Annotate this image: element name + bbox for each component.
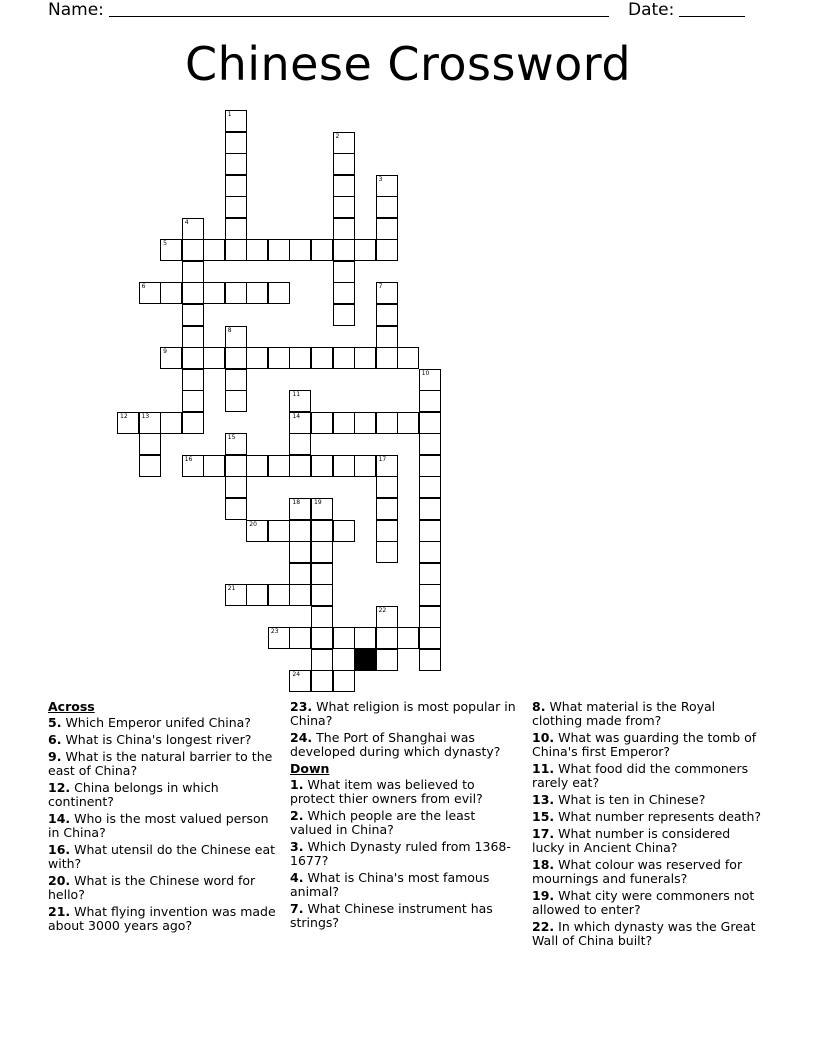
grid-cell[interactable] — [268, 347, 290, 369]
grid-cell[interactable] — [160, 239, 182, 261]
grid-cell[interactable] — [354, 347, 376, 369]
clue-number: 10 — [421, 369, 430, 377]
grid-cell[interactable] — [311, 563, 333, 585]
clue-down-7: 7. What Chinese instrument has strings? — [290, 901, 493, 930]
clue-number: 24 — [292, 671, 301, 679]
clue-down-10: 10. What was guarding the tomb of China's first Emperor? — [532, 730, 757, 759]
grid-cell[interactable] — [225, 390, 247, 412]
grid-cell[interactable] — [246, 239, 268, 261]
grid-cell[interactable] — [376, 498, 398, 520]
grid-cell[interactable] — [225, 476, 247, 498]
grid-cell[interactable] — [376, 412, 398, 434]
clue-number: 14 — [292, 412, 301, 420]
grid-cell[interactable] — [376, 476, 398, 498]
grid-cell[interactable] — [333, 132, 355, 154]
grid-cell[interactable] — [289, 541, 311, 563]
grid-cell[interactable] — [376, 282, 398, 304]
grid-cell[interactable] — [376, 218, 398, 240]
grid-cell[interactable] — [311, 541, 333, 563]
clue-down-15: 15. What number represents death? — [532, 809, 762, 824]
grid-cell[interactable] — [333, 670, 355, 692]
grid-cell[interactable] — [354, 455, 376, 477]
grid-cell[interactable] — [289, 433, 311, 455]
grid-cell[interactable] — [225, 132, 247, 154]
grid-cell[interactable] — [117, 412, 139, 434]
clue-down-11: 11. What food did the commoners rarely eat? — [532, 761, 749, 790]
clue-down-8: 8. What material is the Royal clothing made from? — [532, 699, 716, 728]
grid-cell[interactable] — [311, 412, 333, 434]
grid-cell[interactable] — [419, 455, 441, 477]
clue-down-4: 4. What is China's most famous animal? — [290, 870, 490, 899]
grid-cell[interactable] — [182, 261, 204, 283]
grid-cell[interactable] — [376, 541, 398, 563]
clue-number: 15 — [227, 434, 236, 442]
clue-across-21: 21. What flying invention was made about 3000 years ago? — [48, 904, 276, 933]
clue-down-3: 3. Which Dynasty ruled from 1368-1677? — [290, 839, 511, 868]
clue-down-13: 13. What is ten in Chinese? — [532, 792, 706, 807]
grid-cell[interactable] — [376, 455, 398, 477]
clue-number: 17 — [378, 455, 387, 463]
clue-down-18: 18. What colour was reserved for mournings and funerals? — [532, 857, 743, 886]
clues-column-3 — [532, 700, 766, 951]
grid-cell[interactable] — [333, 196, 355, 218]
grid-cell[interactable] — [246, 584, 268, 606]
grid-cell[interactable] — [182, 412, 204, 434]
grid-cell[interactable] — [376, 239, 398, 261]
grid-cell[interactable] — [225, 584, 247, 606]
grid-cell[interactable] — [397, 412, 419, 434]
grid-cell[interactable] — [225, 433, 247, 455]
grid-cell[interactable] — [289, 584, 311, 606]
clue-across-16: 16. What utensil do the Chinese eat with? — [48, 842, 276, 871]
grid-cell[interactable] — [419, 390, 441, 412]
grid-cell[interactable] — [289, 520, 311, 542]
grid-cell[interactable] — [182, 390, 204, 412]
grid-cell[interactable] — [289, 390, 311, 412]
clue-number: 18 — [292, 498, 301, 506]
grid-cell[interactable] — [397, 627, 419, 649]
clue-number: 2 — [335, 132, 340, 140]
grid-cell[interactable] — [289, 455, 311, 477]
down-heading: Down — [290, 761, 330, 776]
grid-cell[interactable] — [376, 627, 398, 649]
clues-column-1 — [48, 700, 276, 936]
grid-cell[interactable] — [160, 412, 182, 434]
grid-cell[interactable] — [419, 369, 441, 391]
date-label: Date: — [628, 0, 675, 20]
grid-cell[interactable] — [311, 606, 333, 628]
grid-cell[interactable] — [289, 498, 311, 520]
grid-cell[interactable] — [333, 347, 355, 369]
grid-cell[interactable] — [376, 175, 398, 197]
date-underline[interactable] — [679, 0, 745, 17]
grid-cell[interactable] — [311, 520, 333, 542]
date-field[interactable] — [628, 0, 745, 20]
grid-cell[interactable] — [182, 347, 204, 369]
grid-cell[interactable] — [203, 347, 225, 369]
grid-block — [354, 649, 376, 671]
grid-cell[interactable] — [333, 239, 355, 261]
grid-cell[interactable] — [182, 282, 204, 304]
grid-cell[interactable] — [182, 239, 204, 261]
grid-cell[interactable] — [376, 649, 398, 671]
clue-number: 19 — [314, 498, 322, 506]
clue-across-14: 14. Who is the most valued person in China? — [48, 811, 269, 840]
grid-cell[interactable] — [289, 670, 311, 692]
grid-cell[interactable] — [289, 563, 311, 585]
clue-number: 16 — [184, 455, 193, 463]
grid-cell[interactable] — [333, 455, 355, 477]
clue-across-6: 6. What is China's longest river? — [48, 732, 252, 747]
clue-number: 4 — [184, 218, 189, 226]
clue-down-2: 2. Which people are the least valued in China? — [290, 808, 476, 837]
clue-down-17: 17. What number is considered lucky in Ancient China? — [532, 826, 731, 855]
grid-cell[interactable] — [225, 498, 247, 520]
grid-cell[interactable] — [225, 347, 247, 369]
grid-cell[interactable] — [311, 498, 333, 520]
clue-number: 13 — [141, 412, 150, 420]
grid-cell[interactable] — [182, 326, 204, 348]
clue-across-9: 9. What is the natural barrier to the east of China? — [48, 749, 273, 778]
clue-number: 5 — [163, 240, 167, 248]
clue-number: 1 — [227, 111, 232, 118]
grid-cell[interactable] — [139, 433, 161, 455]
grid-cell[interactable] — [139, 412, 161, 434]
grid-cell[interactable] — [419, 476, 441, 498]
grid-cell[interactable] — [311, 455, 333, 477]
grid-cell[interactable] — [333, 175, 355, 197]
clue-across-5: 5. Which Emperor unifed China? — [48, 715, 251, 730]
clue-number: 11 — [292, 391, 301, 399]
grid-cell[interactable] — [333, 218, 355, 240]
grid-cell[interactable] — [268, 520, 290, 542]
grid-cell[interactable] — [354, 627, 376, 649]
grid-cell[interactable] — [419, 541, 441, 563]
grid-cell[interactable] — [225, 326, 247, 348]
clue-number: 9 — [163, 348, 167, 356]
page-title: Chinese Crossword — [184, 37, 632, 91]
grid-cell[interactable] — [225, 239, 247, 261]
grid-cell[interactable] — [268, 282, 290, 304]
clue-across-12: 12. China belongs in which continent? — [48, 780, 219, 809]
grid-cell[interactable] — [225, 455, 247, 477]
grid-cell[interactable] — [419, 606, 441, 628]
clue-down-22: 22. In which dynasty was the Great Wall of China built? — [532, 919, 756, 948]
grid-cell[interactable] — [182, 455, 204, 477]
name-field[interactable] — [48, 0, 609, 20]
grid-cell[interactable] — [225, 175, 247, 197]
grid-cell[interactable] — [376, 304, 398, 326]
grid-cell[interactable] — [376, 196, 398, 218]
grid-cell[interactable] — [139, 455, 161, 477]
grid-cell[interactable] — [376, 606, 398, 628]
grid-cell[interactable] — [333, 412, 355, 434]
grid-cell[interactable] — [182, 218, 204, 240]
grid-cell[interactable] — [203, 239, 225, 261]
grid-cell[interactable] — [333, 520, 355, 542]
grid-cell[interactable] — [225, 110, 247, 132]
grid-cell[interactable] — [225, 153, 247, 175]
grid-cell[interactable] — [225, 196, 247, 218]
grid-cell[interactable] — [333, 153, 355, 175]
name-underline[interactable] — [109, 0, 609, 17]
clue-down-1: 1. What item was believed to protect thier owners from evil? — [290, 777, 483, 806]
grid-cell[interactable] — [160, 282, 182, 304]
grid-cell[interactable] — [246, 282, 268, 304]
clue-number: 22 — [378, 606, 387, 614]
grid-cell[interactable] — [311, 584, 333, 606]
grid-cell[interactable] — [225, 282, 247, 304]
clue-number: 6 — [141, 283, 146, 291]
grid-cell[interactable] — [419, 584, 441, 606]
grid-cell[interactable] — [333, 261, 355, 283]
grid-cell[interactable] — [268, 239, 290, 261]
grid-cell[interactable] — [354, 239, 376, 261]
grid-cell[interactable] — [246, 347, 268, 369]
grid-cell[interactable] — [376, 326, 398, 348]
grid-cell[interactable] — [268, 455, 290, 477]
grid-cell[interactable] — [419, 433, 441, 455]
grid-cell[interactable] — [419, 498, 441, 520]
grid-cell[interactable] — [419, 649, 441, 671]
grid-cell[interactable] — [376, 347, 398, 369]
grid-cell[interactable] — [225, 369, 247, 391]
clue-number: 12 — [120, 412, 128, 420]
clues-column-2 — [290, 700, 518, 933]
clue-number: 20 — [249, 520, 257, 528]
clue-number: 7 — [378, 283, 383, 291]
grid-cell[interactable] — [311, 670, 333, 692]
grid-cell[interactable] — [289, 239, 311, 261]
grid-cell[interactable] — [182, 304, 204, 326]
grid-cell[interactable] — [333, 282, 355, 304]
clue-down-19: 19. What city were commoners not allowed to enter? — [532, 888, 755, 917]
grid-cell[interactable] — [139, 282, 161, 304]
grid-cell[interactable] — [419, 627, 441, 649]
grid-cell[interactable] — [311, 239, 333, 261]
clue-number: 8 — [227, 326, 232, 334]
grid-cell[interactable] — [419, 520, 441, 542]
grid-cell[interactable] — [354, 412, 376, 434]
grid-cell[interactable] — [246, 455, 268, 477]
grid-cell[interactable] — [203, 282, 225, 304]
grid-cell[interactable] — [182, 369, 204, 391]
grid-cell[interactable] — [203, 455, 225, 477]
grid-cell[interactable] — [397, 347, 419, 369]
grid-cell[interactable] — [311, 347, 333, 369]
grid-cell[interactable] — [419, 563, 441, 585]
grid-cell[interactable] — [289, 347, 311, 369]
grid-cell[interactable] — [225, 218, 247, 240]
grid-cell[interactable] — [419, 412, 441, 434]
grid-cell[interactable] — [311, 627, 333, 649]
grid-cell[interactable] — [246, 520, 268, 542]
clue-across-23: 23. What religion is most popular in China? — [290, 699, 516, 728]
grid-cell[interactable] — [376, 520, 398, 542]
grid-cell[interactable] — [268, 584, 290, 606]
clue-across-20: 20. What is the Chinese word for hello? — [48, 873, 256, 902]
grid-cell[interactable] — [311, 649, 333, 671]
grid-cell[interactable] — [160, 347, 182, 369]
clue-number: 3 — [378, 175, 383, 183]
name-label: Name: — [48, 0, 104, 20]
grid-cell[interactable] — [333, 304, 355, 326]
clue-number: 23 — [270, 628, 279, 636]
clue-number: 21 — [227, 585, 236, 593]
grid-cell[interactable] — [289, 627, 311, 649]
across-heading: Across — [48, 699, 95, 714]
grid-cell[interactable] — [289, 412, 311, 434]
grid-cell[interactable] — [333, 627, 355, 649]
clue-across-24: 24. The Port of Shanghai was developed during which dynasty? — [290, 730, 501, 759]
grid-cell[interactable] — [268, 627, 290, 649]
